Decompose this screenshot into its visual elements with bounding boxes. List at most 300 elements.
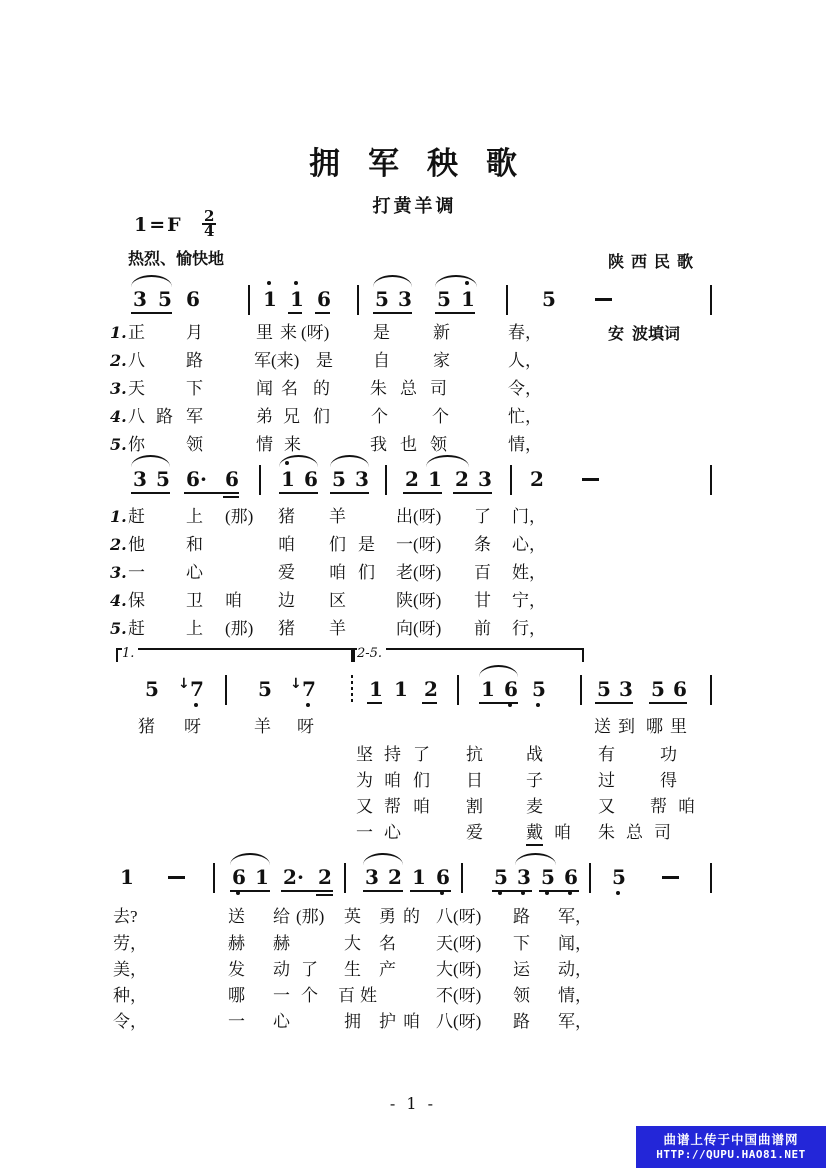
lyric-syllable: 和: [186, 535, 203, 554]
lyric-syllable: 保: [128, 591, 145, 610]
octave-dot-below: [536, 703, 540, 707]
note: 3: [619, 677, 633, 701]
lyric-syllable: 割: [466, 797, 483, 816]
lyric-syllable: 一: [128, 563, 145, 582]
lyric-syllable: 给: [273, 907, 290, 926]
verse-number: 5.: [110, 435, 127, 454]
note: 6: [225, 467, 239, 491]
rhythm-beam: [281, 890, 333, 892]
note: 6: [436, 866, 450, 888]
barline: [710, 675, 712, 705]
lyric-syllable: 陕(呀): [396, 591, 442, 610]
lyric-syllable: 天: [128, 379, 145, 398]
rhythm-beam: [453, 492, 492, 494]
lyric-syllable: 咱: [329, 563, 346, 582]
octave-dot-below: [568, 891, 572, 895]
barline: [259, 465, 261, 495]
lyric-syllable: 八(呀): [436, 1012, 482, 1031]
note: 2: [424, 677, 438, 701]
lyric-syllable: 姓，: [512, 563, 546, 582]
note: 5: [375, 287, 389, 311]
lyric-syllable: 个: [432, 407, 449, 426]
rhythm-beam: [131, 492, 170, 494]
octave-dot-below: [498, 891, 502, 895]
note: 7: [190, 678, 204, 700]
lyric-syllable: 们: [358, 563, 375, 582]
tempo-marking: 热烈、愉快地: [128, 251, 225, 268]
note: 5: [145, 677, 159, 701]
barline: [710, 465, 712, 495]
rhythm-beam: [373, 312, 412, 314]
lyric-syllable: 日: [466, 771, 483, 790]
octave-dot-below: [508, 703, 512, 707]
lyric-syllable: 上: [186, 507, 203, 526]
lyric-syllable: 下: [186, 379, 203, 398]
lyric-syllable: 来: [284, 435, 301, 454]
lyric-syllable: 名: [379, 934, 396, 953]
note: 5: [612, 866, 626, 888]
lyric-syllable: 们: [413, 771, 430, 790]
lyric-syllable: 闻，: [558, 934, 592, 953]
lyric-syllable: 功: [660, 745, 677, 764]
lyric-syllable: 自: [373, 351, 390, 370]
lyric-syllable: 心，: [512, 535, 546, 554]
lyric-syllable: 我: [370, 435, 387, 454]
lyric-syllable: 个: [371, 407, 388, 426]
watermark-badge: [636, 1126, 826, 1168]
lyric-syllable: 老(呀): [396, 563, 442, 582]
octave-dot-below: [521, 891, 525, 895]
note: 3: [517, 866, 531, 888]
lyric-syllable: 又: [598, 797, 615, 816]
lyric-syllable: 咱: [678, 797, 695, 816]
watermark-url: HTTP://QUPU.HAO81.NET: [656, 1148, 806, 1161]
note: 1: [120, 865, 134, 889]
lyric-syllable: 护: [379, 1012, 396, 1031]
lyric-line: [0, 906, 826, 930]
note: 5: [437, 287, 451, 311]
rhythm-beam: [315, 312, 330, 314]
lyric-syllable: 门，: [512, 507, 546, 526]
lyric-syllable: 大: [344, 934, 361, 953]
lyric-syllable: 们: [313, 407, 330, 426]
octave-dot-below: [616, 891, 620, 895]
lyric-syllable: 令，: [508, 379, 542, 398]
lyric-syllable: 有: [598, 745, 615, 764]
lyric-syllable: 到: [618, 717, 635, 736]
lyric-syllable: 上: [186, 619, 203, 638]
notation-line: [0, 646, 826, 712]
note: 6: [304, 467, 318, 491]
barline: [710, 285, 712, 315]
lyric-syllable: 心: [273, 1012, 290, 1031]
note: 5: [597, 677, 611, 701]
rhythm-beam: [595, 702, 633, 704]
lyric-syllable: 种，: [113, 986, 147, 1005]
lyric-syllable: 劳，: [113, 934, 147, 953]
verse-number: 2.: [110, 351, 127, 370]
lyric-syllable: 咱: [384, 771, 401, 790]
lyric-syllable: (呀): [301, 323, 330, 342]
note: 5: [258, 677, 272, 701]
lyric-syllable: 忙，: [508, 407, 542, 426]
note: 5: [542, 287, 556, 311]
rhythm-beam: [479, 702, 518, 704]
lyric-syllable: 动，: [558, 960, 592, 979]
lyric-syllable: 路: [513, 1012, 530, 1031]
lyric-syllable: 爱: [278, 563, 295, 582]
lyric-syllable: 情，: [508, 435, 542, 454]
barline: [457, 675, 459, 705]
lyric-syllable: 正: [128, 323, 145, 342]
lyric-syllable: 赶: [128, 619, 145, 638]
lyric-syllable: 出(呀): [396, 507, 442, 526]
notation-line: [0, 866, 826, 900]
note: 1: [461, 288, 475, 310]
note: 2: [318, 865, 332, 889]
lyric-syllable: 八: [128, 351, 145, 370]
lyric-syllable: 为: [356, 771, 373, 790]
note: 6: [186, 467, 200, 491]
lyric-syllable: 咱: [225, 591, 242, 610]
lyric-syllable: 们: [329, 535, 346, 554]
lyric-syllable: 也: [400, 435, 417, 454]
rhythm-beam: [184, 492, 239, 494]
lyric-syllable: (那): [225, 619, 254, 638]
lyric-syllable: 又: [356, 797, 373, 816]
lyric-syllable: 领: [513, 986, 530, 1005]
note: 3: [398, 287, 412, 311]
note: 5: [156, 467, 170, 491]
lyric-line: [0, 534, 826, 558]
note: 1: [255, 865, 269, 889]
lyric-line: [0, 770, 826, 794]
lyric-syllable: (那): [296, 907, 325, 926]
lyric-syllable: 一(呀): [396, 535, 442, 554]
lyric-syllable: 麦: [526, 797, 543, 816]
rhythm-beam: [223, 496, 239, 498]
lyric-syllable: 赫: [228, 934, 245, 953]
rhythm-beam: [403, 492, 442, 494]
lyric-syllable: 帮: [650, 797, 667, 816]
lyric-syllable: 爱: [466, 823, 483, 842]
lyric-syllable: 领: [430, 435, 447, 454]
lyric-syllable: 路: [156, 407, 173, 426]
lyric-syllable: 持: [384, 745, 401, 764]
rhythm-dot: ·: [200, 467, 207, 491]
volta-bracket: [351, 648, 584, 662]
lyric-syllable: 八: [128, 407, 145, 426]
lyric-syllable: 戴: [526, 822, 543, 846]
lyric-syllable: 送: [228, 907, 245, 926]
lyric-syllable: 情: [256, 435, 273, 454]
lyric-syllable: 来: [280, 323, 297, 342]
key-signature: 1=F: [134, 214, 183, 236]
note: 5: [332, 467, 346, 491]
lyric-syllable: 大(呀): [436, 960, 482, 979]
lyric-syllable: 个: [301, 986, 318, 1005]
lyric-syllable: 条: [474, 535, 491, 554]
lyric-syllable: 过: [598, 771, 615, 790]
lyric-syllable: 向(呀): [396, 619, 442, 638]
note: 6: [186, 287, 200, 311]
lyric-syllable: 里: [670, 717, 687, 736]
lyric-line: [0, 744, 826, 768]
volta-bracket: [116, 648, 355, 662]
credit-origin: 陕西民歌: [607, 254, 700, 271]
lyric-syllable: 呀: [184, 717, 201, 736]
barline: [357, 285, 359, 315]
lyric-syllable: 宁，: [512, 591, 546, 610]
lyric-syllable: 朱: [370, 379, 387, 398]
lyric-syllable: 运: [513, 960, 530, 979]
lyric-syllable: 咱: [278, 535, 295, 554]
lyric-syllable: 司: [430, 379, 447, 398]
barline: [213, 863, 215, 893]
lyric-syllable: 闻: [256, 379, 273, 398]
lyric-line: [0, 406, 826, 430]
lyric-syllable: 姓: [360, 986, 377, 1005]
lyric-line: [0, 590, 826, 614]
barline: [710, 863, 712, 893]
note: 1: [481, 677, 495, 701]
lyric-syllable: 美，: [113, 960, 147, 979]
lyric-syllable: 路: [186, 351, 203, 370]
rhythm-beam: [363, 890, 403, 892]
barline: [248, 285, 250, 315]
rhythm-beam: [330, 492, 369, 494]
lyric-syllable: 卫: [186, 591, 203, 610]
slur-arc: [515, 853, 556, 865]
lyric-syllable: 得: [660, 771, 677, 790]
note: 1: [428, 467, 442, 491]
lyric-syllable: 哪: [646, 717, 663, 736]
lyric-syllable: 发: [228, 960, 245, 979]
lyric-syllable: 心: [186, 563, 203, 582]
lyric-line: [0, 378, 826, 402]
down-arrow: ↓: [290, 676, 302, 692]
octave-dot-below: [194, 703, 198, 707]
lyric-syllable: 朱: [598, 823, 615, 842]
watermark-text: 曲谱上传于中国曲谱网: [663, 1132, 799, 1147]
page-number: - 1 -: [389, 1094, 437, 1113]
note: 5: [651, 677, 665, 701]
lyric-syllable: 总: [400, 379, 417, 398]
lyric-syllable: 里: [256, 323, 273, 342]
note: 3: [478, 467, 492, 491]
lyric-line: [0, 933, 826, 957]
lyric-syllable: 人，: [508, 351, 542, 370]
lyric-syllable: 司: [654, 823, 671, 842]
lyric-syllable: 赫: [273, 934, 290, 953]
note-dash: [582, 478, 599, 481]
lyric-syllable: 羊: [329, 507, 346, 526]
barline: [589, 863, 591, 893]
lyric-syllable: 产: [379, 960, 396, 979]
barline: [580, 675, 582, 705]
lyric-syllable: 领: [186, 435, 203, 454]
rhythm-dot: ·: [297, 865, 304, 889]
lyric-syllable: 弟: [256, 407, 273, 426]
lyric-syllable: 抗: [466, 745, 483, 764]
rhythm-beam: [422, 702, 437, 704]
barline: [385, 465, 387, 495]
lyric-line: [0, 434, 826, 458]
volta-label: 1.: [122, 647, 138, 660]
lyric-syllable: 行，: [512, 619, 546, 638]
note: 3: [133, 467, 147, 491]
lyric-syllable: 送: [594, 717, 611, 736]
volta-label: 2-5.: [357, 647, 386, 660]
barline: [506, 285, 508, 315]
note: 6: [504, 678, 518, 700]
slur-arc: [363, 853, 403, 865]
lyric-syllable: 他: [128, 535, 145, 554]
lyric-syllable: 军(来): [254, 351, 300, 370]
note: 2: [283, 865, 297, 889]
barline: [510, 465, 512, 495]
note: 7: [302, 678, 316, 700]
lyric-syllable: 甘: [474, 591, 491, 610]
lyric-syllable: 是: [373, 323, 390, 342]
lyric-syllable: 前: [474, 619, 491, 638]
slur-arc: [479, 665, 518, 677]
note: 2: [388, 865, 402, 889]
lyric-syllable: 区: [329, 591, 346, 610]
octave-dot-below: [236, 891, 240, 895]
note: 2: [455, 467, 469, 491]
verse-number: 1.: [110, 323, 127, 342]
lyric-syllable: 呀: [297, 717, 314, 736]
lyric-line: [0, 350, 826, 374]
lyric-syllable: 咱: [403, 1012, 420, 1031]
lyric-syllable: 的: [403, 907, 420, 926]
lyric-syllable: 英: [344, 907, 361, 926]
octave-dot-below: [306, 703, 310, 707]
slur-arc: [131, 275, 172, 287]
barline: [344, 863, 346, 893]
note: 1: [369, 677, 383, 701]
note: 6: [564, 866, 578, 888]
note: 2: [530, 467, 544, 491]
lyric-syllable: 兄: [283, 407, 300, 426]
lyric-syllable: 你: [128, 435, 145, 454]
lyric-syllable: 春，: [508, 323, 542, 342]
lyric-syllable: 令，: [113, 1012, 147, 1031]
lyric-line: [0, 618, 826, 642]
lyric-syllable: 军: [186, 407, 203, 426]
lyric-syllable: 动: [273, 960, 290, 979]
lyric-syllable: 八(呀): [436, 907, 482, 926]
lyric-line: [0, 796, 826, 820]
lyric-line: [0, 1011, 826, 1035]
rhythm-beam: [435, 312, 475, 314]
lyric-syllable: 咱: [413, 797, 430, 816]
lyric-syllable: 天(呀): [436, 934, 482, 953]
lyric-syllable: 赶: [128, 507, 145, 526]
lyric-syllable: 猪: [278, 507, 295, 526]
octave-dot-below: [440, 891, 444, 895]
time-signature-top: 2: [204, 207, 215, 225]
lyric-syllable: 总: [626, 823, 643, 842]
lyric-syllable: 羊: [329, 619, 346, 638]
verse-number: 4.: [110, 407, 127, 426]
note: 5: [532, 678, 546, 700]
lyric-line: [0, 322, 826, 346]
lyric-syllable: 子: [526, 771, 543, 790]
note-dash: [662, 876, 679, 879]
lyric-syllable: 一: [356, 823, 373, 842]
verse-number: 3.: [110, 379, 127, 398]
lyric-syllable: 百: [338, 986, 355, 1005]
lyric-syllable: 坚: [356, 745, 373, 764]
lyric-syllable: 新: [433, 323, 450, 342]
note: 1: [290, 288, 304, 310]
lyric-syllable: 去?: [113, 907, 138, 926]
note: 1: [263, 288, 277, 310]
lyric-line: [0, 506, 826, 530]
lyric-syllable: 的: [313, 379, 330, 398]
note: 6: [232, 866, 246, 888]
note: 6: [317, 287, 331, 311]
lyric-syllable: 一: [228, 1012, 245, 1031]
slur-arc: [230, 853, 270, 865]
barline: [351, 675, 353, 705]
note: 2: [405, 467, 419, 491]
lyric-syllable: 猪: [278, 619, 295, 638]
note: 3: [133, 287, 147, 311]
lyric-line: [0, 985, 826, 1009]
verse-number: 5.: [110, 619, 127, 638]
verse-number: 2.: [110, 535, 127, 554]
note-dash: [168, 876, 185, 879]
verse-number: 1.: [110, 507, 127, 526]
barline: [461, 863, 463, 893]
rhythm-beam: [367, 702, 382, 704]
octave-dot-below: [545, 891, 549, 895]
lyric-syllable: 了: [413, 745, 430, 764]
lyric-syllable: 边: [278, 591, 295, 610]
lyric-syllable: 了: [301, 960, 318, 979]
barline: [225, 675, 227, 705]
octave-dot-above: [465, 281, 469, 285]
lyric-syllable: (那): [225, 507, 254, 526]
note-dash: [595, 298, 612, 301]
note: 6: [673, 677, 687, 701]
lyric-syllable: 是: [316, 351, 333, 370]
lyric-syllable: 战: [526, 745, 543, 764]
song-title: 拥军秧歌: [309, 146, 545, 181]
note: 5: [494, 866, 508, 888]
lyric-syllable: 名: [281, 379, 298, 398]
lyric-syllable: 猪: [138, 717, 155, 736]
time-signature-bottom: 4: [204, 222, 215, 240]
lyric-syllable: 拥: [344, 1012, 361, 1031]
lyric-syllable: 了: [474, 507, 491, 526]
note: 3: [365, 865, 379, 889]
rhythm-beam: [410, 890, 451, 892]
lyric-syllable: 下: [513, 934, 530, 953]
lyric-syllable: 帮: [384, 797, 401, 816]
lyric-line: [0, 716, 826, 740]
lyric-syllable: 咱: [554, 823, 571, 842]
rhythm-beam: [131, 312, 172, 314]
lyric-syllable: 百: [474, 563, 491, 582]
lyric-syllable: 一: [273, 986, 290, 1005]
lyric-syllable: 心: [384, 823, 401, 842]
lyric-line: [0, 822, 826, 846]
lyric-syllable: 是: [358, 535, 375, 554]
